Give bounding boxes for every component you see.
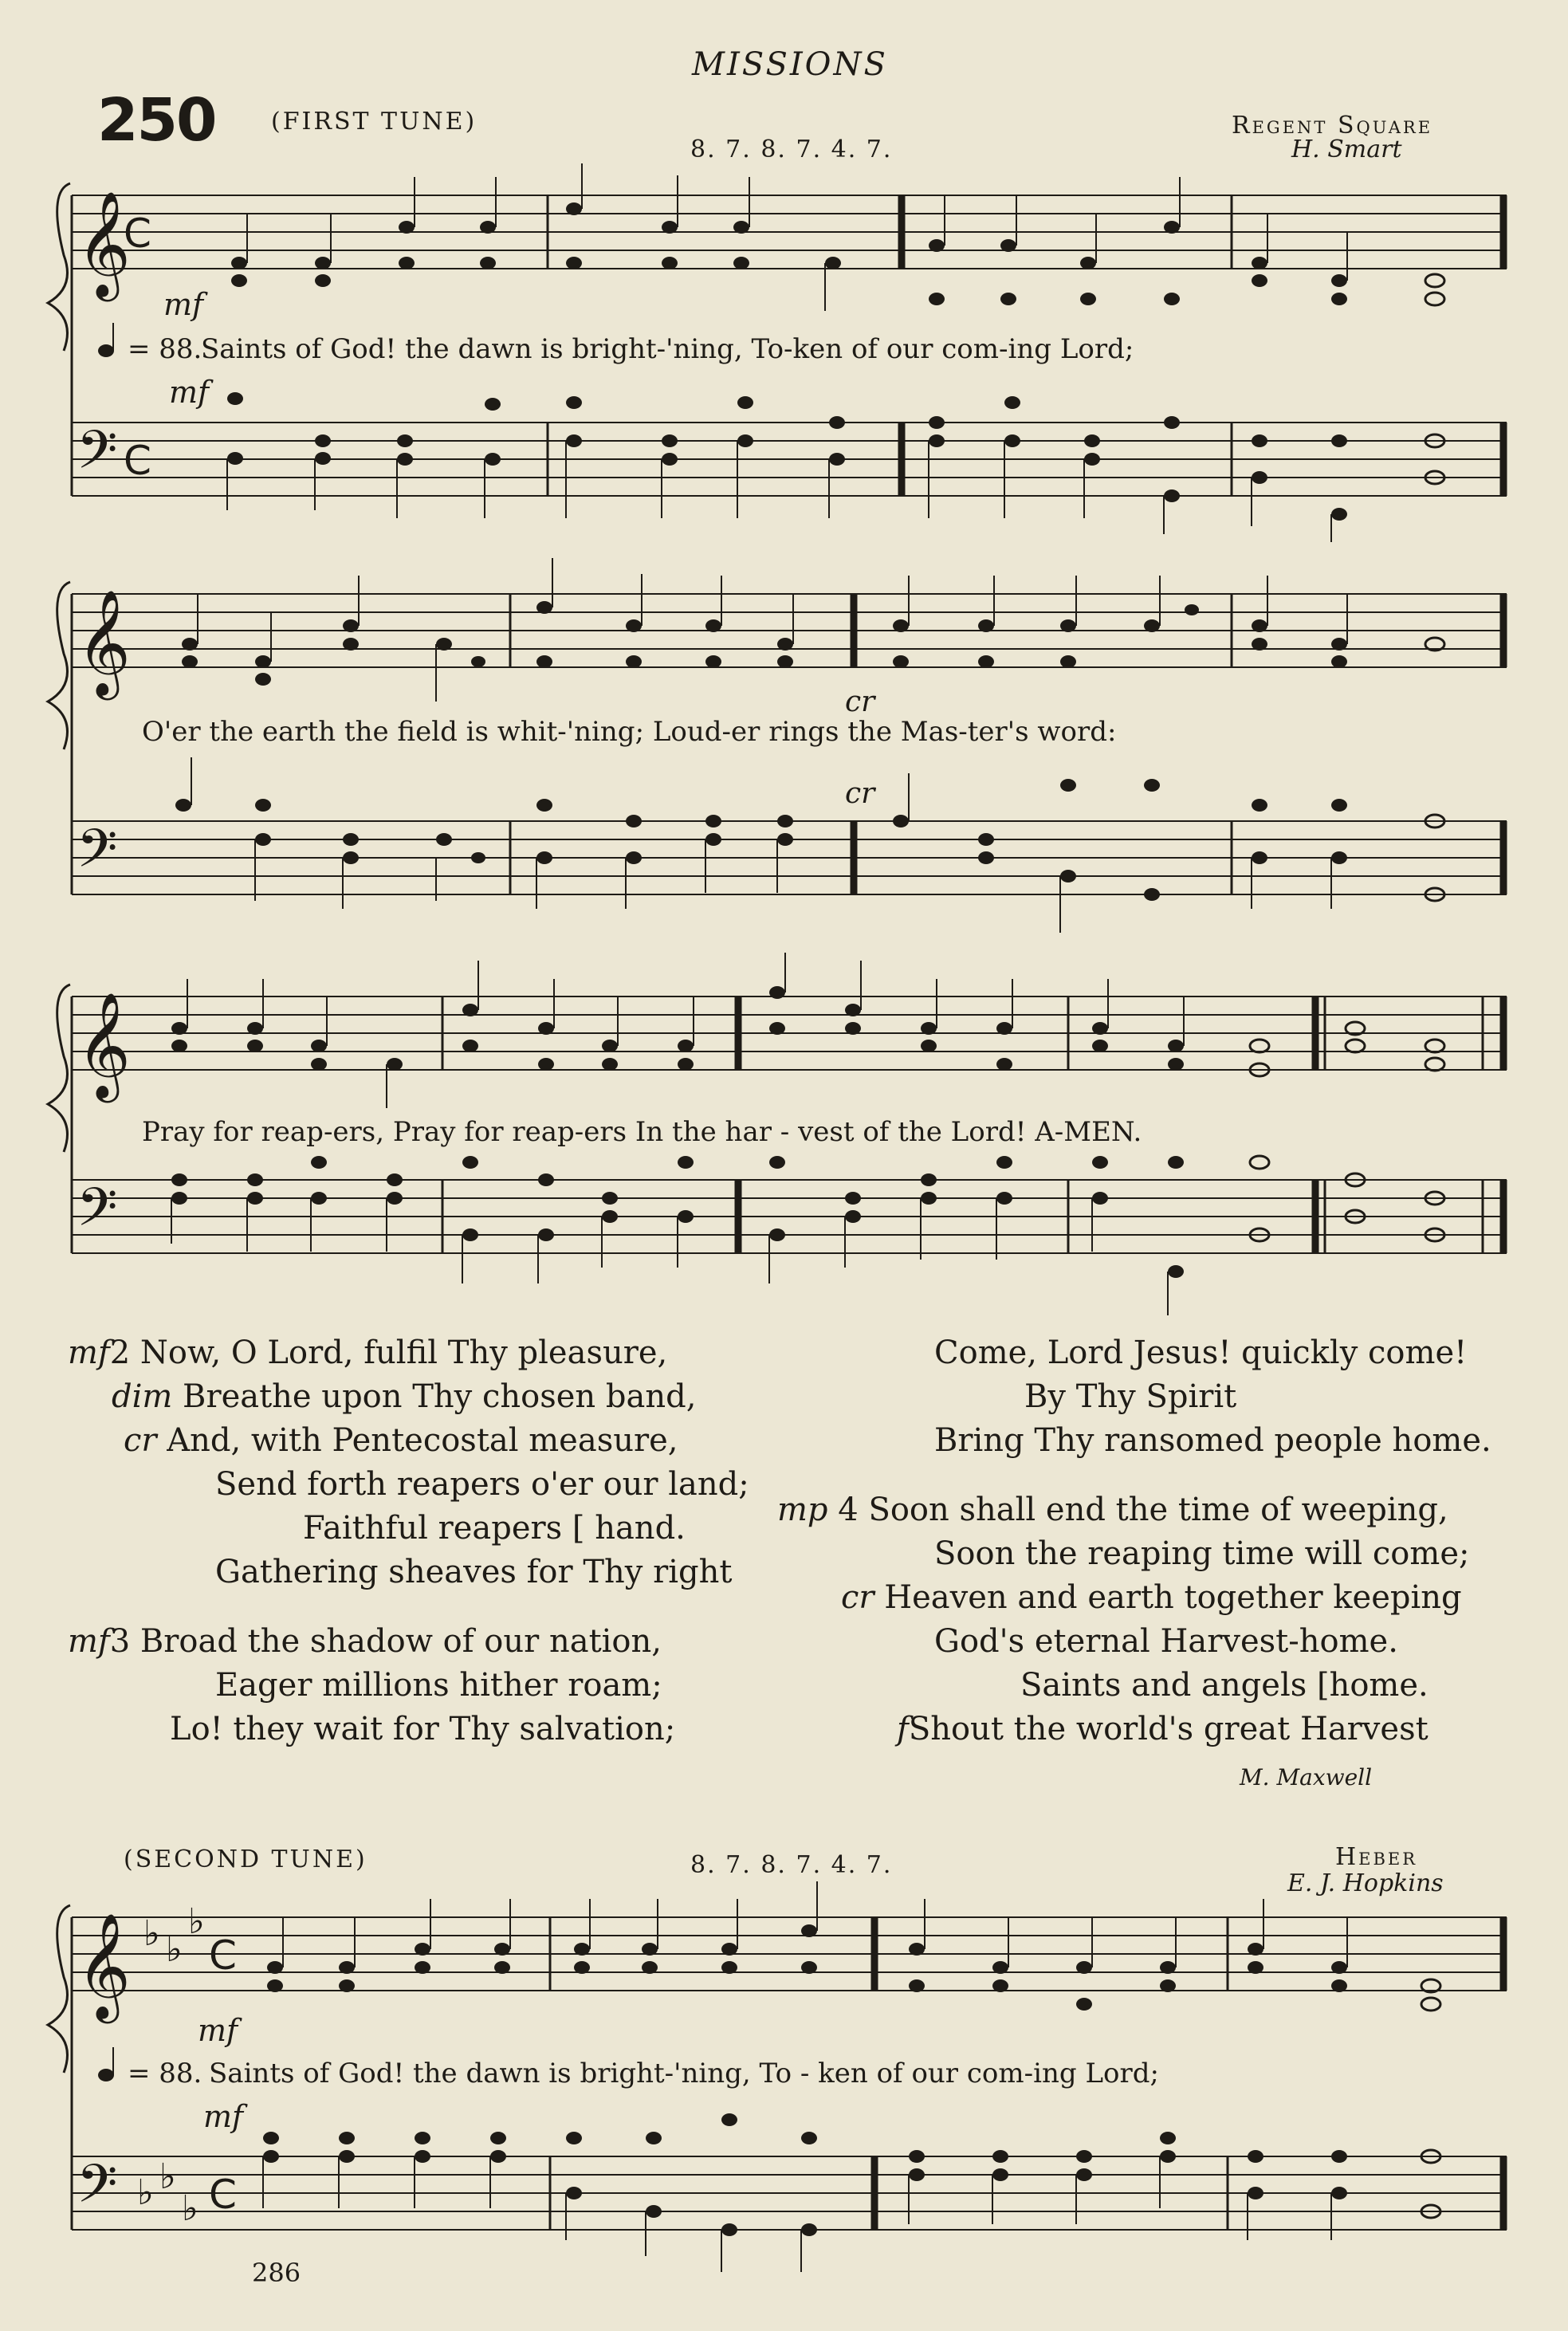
verse-text: And, with Pentecostal measure, bbox=[167, 1422, 678, 1459]
flat-icon: ♭ bbox=[159, 2156, 176, 2197]
verse-number: 3 bbox=[109, 1623, 131, 1660]
dynamic-mf-bass: mf bbox=[169, 375, 210, 410]
tempo-mark-2: = 88. bbox=[128, 2058, 202, 2089]
verse-text: Come, Lord Jesus! quickly come! bbox=[934, 1335, 1468, 1371]
verse-number: 4 bbox=[838, 1492, 859, 1528]
dynamic-mf-treble: mf bbox=[163, 287, 204, 322]
verse-number: 2 bbox=[109, 1335, 131, 1371]
second-tune-name: Heber bbox=[1335, 1843, 1418, 1871]
second-tune-label: (SECOND TUNE) bbox=[124, 1846, 367, 1873]
verse-text: God's eternal Harvest-home. bbox=[934, 1623, 1398, 1660]
lyric-line-3: Pray for reap-ers, Pray for reap-ers In the har - vest of the Lord! A-MEN. bbox=[142, 1116, 1142, 1148]
quarter-note-icon bbox=[98, 2069, 114, 2081]
first-tune-name: Regent Square bbox=[1232, 112, 1433, 140]
verse-mark: cr bbox=[841, 1579, 874, 1616]
common-time-icon: C bbox=[209, 1932, 237, 1979]
verse-text: Eager millions hither roam; bbox=[215, 1667, 662, 1704]
treble-clef-icon: 𝄞 bbox=[77, 589, 131, 696]
verse-text: Breathe upon Thy chosen band, bbox=[183, 1378, 697, 1415]
treble-clef-icon: 𝄞 bbox=[77, 1912, 131, 2019]
verse-text: Send forth reapers o'er our land; bbox=[215, 1466, 749, 1503]
verse-mark: mp bbox=[777, 1492, 828, 1528]
bass-clef-icon: 𝄢 bbox=[77, 818, 118, 892]
flat-icon: ♭ bbox=[143, 1913, 160, 1954]
bass-clef-icon: 𝄢 bbox=[77, 1177, 118, 1251]
verse-text: Saints and angels [home. bbox=[1020, 1667, 1428, 1704]
dynamic-mf-bass: mf bbox=[203, 2099, 244, 2134]
bass-clef-icon: 𝄢 bbox=[77, 2153, 118, 2227]
verse-text: Heaven and earth together keeping bbox=[884, 1579, 1462, 1616]
verse-author: M. Maxwell bbox=[1240, 1764, 1373, 1791]
bass-clef-icon: 𝄢 bbox=[77, 419, 118, 493]
verse-text: By Thy Spirit bbox=[1024, 1378, 1237, 1415]
verse-text: Lo! they wait for Thy salvation; bbox=[170, 1711, 676, 1747]
second-tune-meter: 8. 7. 8. 7. 4. 7. bbox=[690, 1851, 893, 1879]
flat-icon: ♭ bbox=[137, 2172, 154, 2213]
second-tune-composer: E. J. Hopkins bbox=[1287, 1869, 1444, 1897]
crescendo-mark: cr bbox=[845, 686, 875, 718]
crescendo-mark: cr bbox=[845, 777, 875, 810]
verse-mark: dim bbox=[112, 1378, 173, 1415]
verse-text: Faithful reapers [ hand. bbox=[303, 1510, 686, 1547]
flat-icon: ♭ bbox=[166, 1929, 183, 1970]
lyric-line-4: Saints of God! the dawn is bright-'ning, To - ken of our com-ing Lord; bbox=[209, 2058, 1159, 2089]
treble-clef-icon: 𝄞 bbox=[77, 992, 131, 1099]
verse-text: Soon shall end the time of weeping, bbox=[868, 1492, 1448, 1528]
verse-mark: mf bbox=[68, 1335, 110, 1371]
verse-text: Gathering sheaves for Thy right bbox=[215, 1554, 733, 1590]
hymn-number: 250 bbox=[97, 86, 216, 155]
verse-text: Bring Thy ransomed people home. bbox=[934, 1422, 1491, 1459]
treble-clef-icon: 𝄞 bbox=[77, 191, 131, 297]
verse-text: Broad the shadow of our nation, bbox=[140, 1623, 662, 1660]
common-time-icon: C bbox=[124, 438, 151, 484]
dynamic-mf-treble: mf bbox=[198, 2013, 238, 2048]
verse-text: Now, O Lord, fulfil Thy pleasure, bbox=[140, 1335, 668, 1371]
verse-mark: mf bbox=[68, 1623, 110, 1660]
verse-mark: cr bbox=[124, 1422, 157, 1459]
lyric-line-1: Saints of God! the dawn is bright-'ning, To-ken of our com-ing Lord; bbox=[201, 333, 1134, 365]
verse-mark: f bbox=[897, 1711, 909, 1747]
common-time-icon: C bbox=[209, 2172, 237, 2218]
tempo-mark-1: = 88. bbox=[128, 333, 202, 365]
verse-text: Soon the reaping time will come; bbox=[934, 1535, 1470, 1572]
lyric-line-2: O'er the earth the field is whit-'ning; Loud-er rings the Mas-ter's word: bbox=[142, 716, 1117, 748]
verse-text: Shout the world's great Harvest bbox=[908, 1711, 1428, 1747]
flat-icon: ♭ bbox=[182, 2188, 198, 2229]
first-tune-label: (FIRST TUNE) bbox=[271, 108, 477, 136]
flat-icon: ♭ bbox=[188, 1901, 205, 1942]
section-title: MISSIONS bbox=[692, 46, 888, 83]
first-tune-composer: H. Smart bbox=[1291, 136, 1402, 163]
page-number: 286 bbox=[252, 2258, 301, 2288]
first-tune-meter: 8. 7. 8. 7. 4. 7. bbox=[690, 136, 893, 163]
common-time-icon: C bbox=[124, 210, 151, 257]
